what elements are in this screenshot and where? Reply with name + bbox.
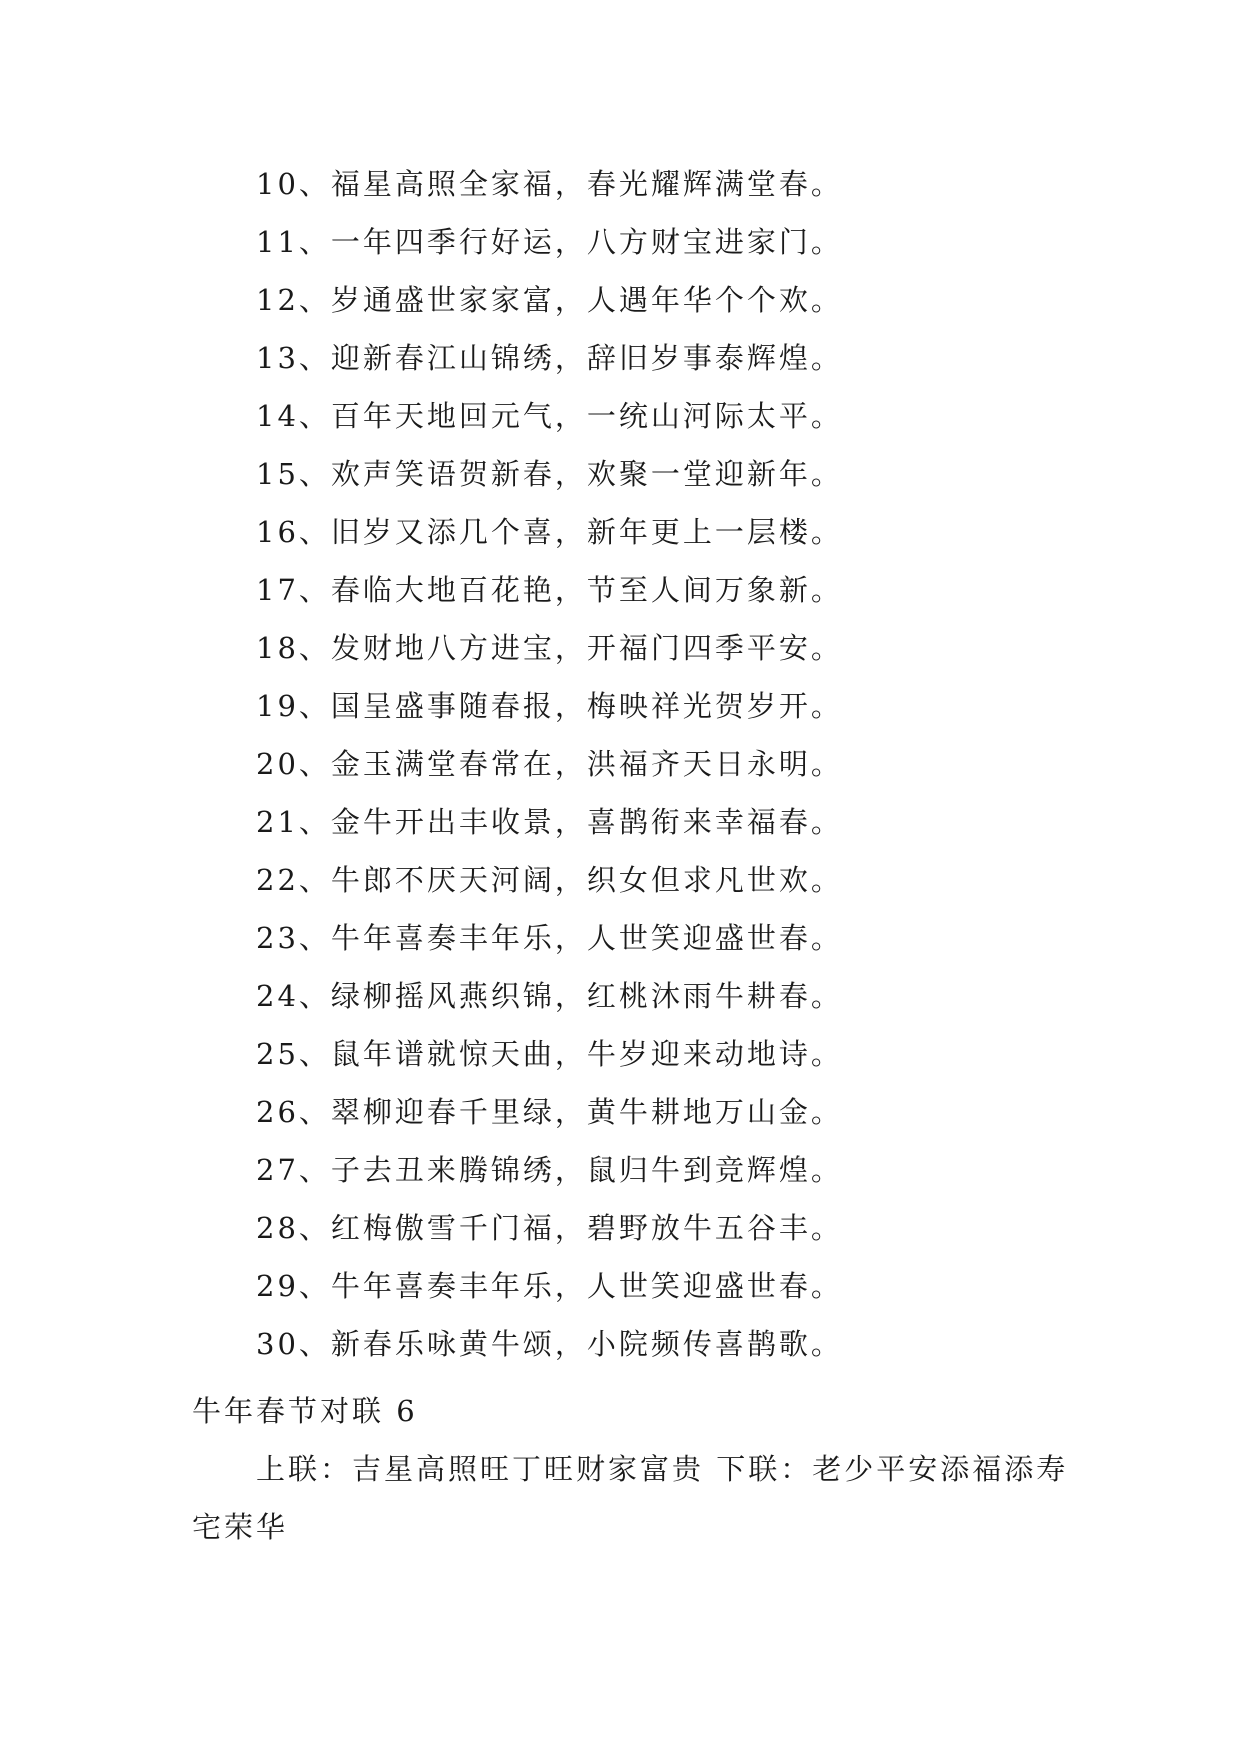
couplet-line: 10、福星高照全家福，春光耀辉满堂春。	[256, 167, 843, 201]
couplet-line: 11、一年四季行好运，八方财宝进家门。	[256, 225, 843, 259]
section-paragraph: 上联：吉星高照旺丁旺财家富贵 下联：老少平安添福添寿宅荣华	[192, 1452, 1069, 1544]
couplet-line: 14、百年天地回元气，一统山河际太平。	[256, 399, 843, 433]
couplet-line: 15、欢声笑语贺新春，欢聚一堂迎新年。	[256, 457, 843, 491]
couplet-list	[256, 155, 843, 1373]
couplet-line: 30、新春乐咏黄牛颂，小院频传喜鹊歌。	[256, 1327, 843, 1361]
couplet-line: 22、牛郎不厌天河阔，织女但求凡世欢。	[256, 863, 843, 897]
couplet-line: 20、金玉满堂春常在，洪福齐天日永明。	[256, 747, 843, 781]
section-heading: 牛年春节对联 6	[192, 1394, 418, 1428]
couplet-line: 18、发财地八方进宝，开福门四季平安。	[256, 631, 843, 665]
couplet-line: 16、旧岁又添几个喜，新年更上一层楼。	[256, 515, 843, 549]
couplet-line: 28、红梅傲雪千门福，碧野放牛五谷丰。	[256, 1211, 843, 1245]
couplet-line: 19、国呈盛事随春报，梅映祥光贺岁开。	[256, 689, 843, 723]
couplet-line: 25、鼠年谱就惊天曲，牛岁迎来动地诗。	[256, 1037, 843, 1071]
couplet-line: 21、金牛开出丰收景，喜鹊衔来幸福春。	[256, 805, 843, 839]
couplet-line: 26、翠柳迎春千里绿，黄牛耕地万山金。	[256, 1095, 843, 1129]
couplet-line: 27、子去丑来腾锦绣，鼠归牛到竞辉煌。	[256, 1153, 843, 1187]
couplet-line: 13、迎新春江山锦绣，辞旧岁事泰辉煌。	[256, 341, 843, 375]
couplet-line: 24、绿柳摇风燕织锦，红桃沐雨牛耕春。	[256, 979, 843, 1013]
couplet-line: 12、岁通盛世家家富，人遇年华个个欢。	[256, 283, 843, 317]
couplet-line: 23、牛年喜奏丰年乐，人世笑迎盛世春。	[256, 921, 843, 955]
couplet-line: 17、春临大地百花艳，节至人间万象新。	[256, 573, 843, 607]
couplet-line: 29、牛年喜奏丰年乐，人世笑迎盛世春。	[256, 1269, 843, 1303]
